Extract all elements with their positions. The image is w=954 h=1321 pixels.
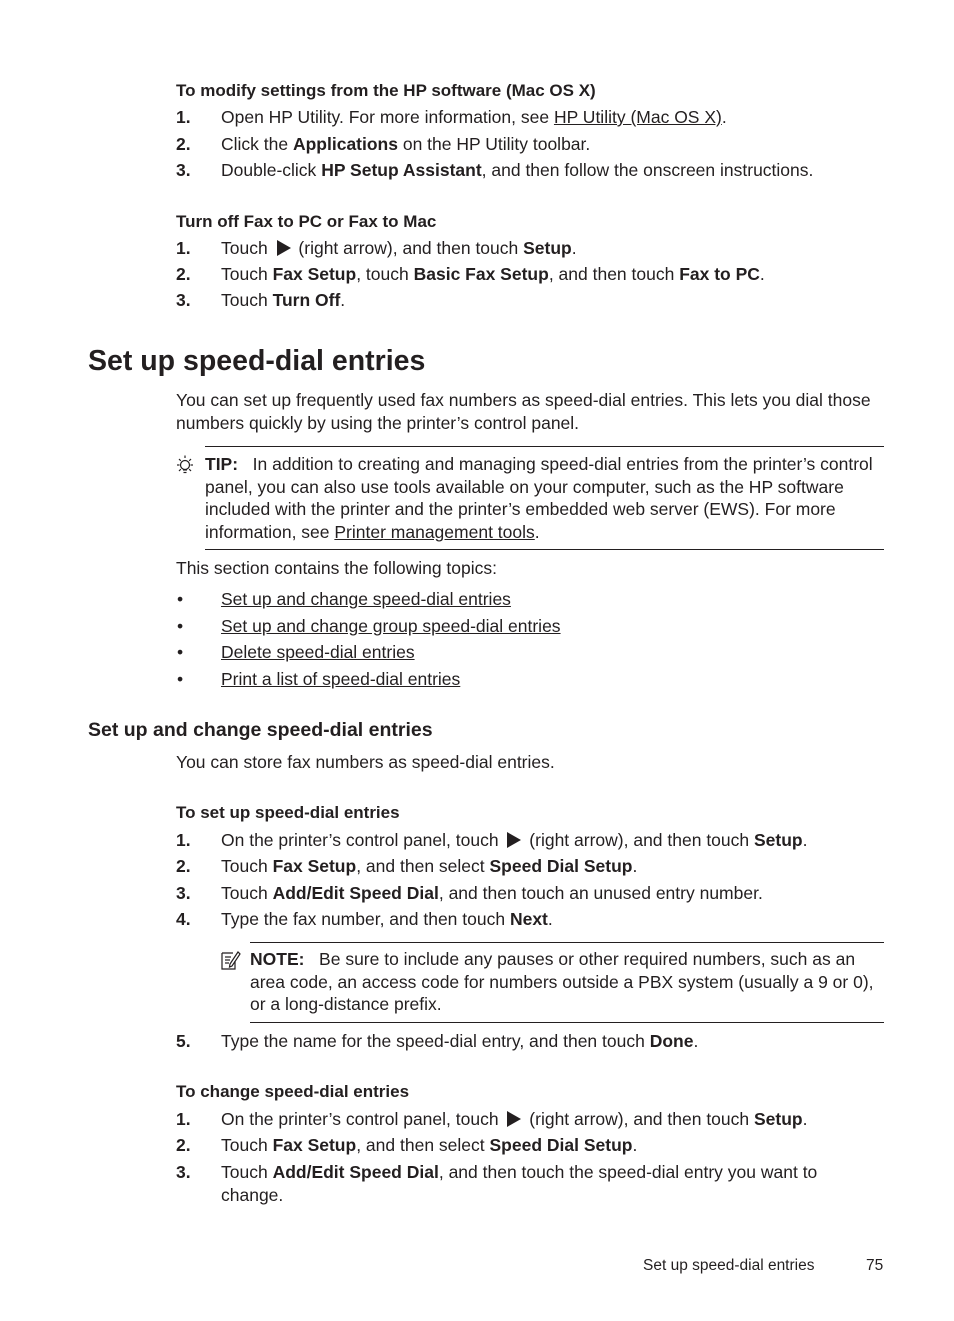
step-bold: Done — [649, 1031, 694, 1051]
fax-off-heading: Turn off Fax to PC or Fax to Mac — [176, 212, 437, 231]
step-bold: Setup — [754, 830, 803, 850]
step-number: 2. — [176, 856, 191, 876]
setup-step-2 — [221, 855, 637, 878]
step-text: . — [802, 1109, 808, 1129]
setup-step-1 — [221, 829, 808, 852]
step-text: . — [802, 830, 808, 850]
setup-procedure-heading: To set up speed-dial entries — [176, 803, 400, 822]
change-step-2 — [221, 1134, 637, 1157]
step-text: . — [571, 238, 577, 258]
step-bold: Speed Dial Setup — [489, 1135, 633, 1155]
topic-link-print-list[interactable]: Print a list of speed-dial entries — [221, 669, 461, 689]
printer-management-tools-link[interactable]: Printer management tools — [334, 521, 535, 542]
fax-off-step-3 — [221, 289, 345, 312]
step-text: . — [632, 856, 638, 876]
page-title: Set up speed-dial entries — [88, 345, 426, 377]
step-number: 2. — [176, 264, 191, 284]
right-arrow-icon — [507, 1111, 521, 1127]
fax-off-step-1 — [221, 237, 577, 260]
step-bold: Fax Setup — [272, 264, 357, 284]
note-body: Be sure to include any pauses or other required numbers, such as an area code, an access code for numbers outside a PBX system (usually a 9 or 0), or a long-distance prefix. — [250, 949, 874, 1014]
step-text: Touch — [221, 264, 273, 284]
step-text: , and then touch an unused entry number. — [438, 883, 763, 903]
tip-top-rule — [205, 446, 884, 447]
step-number: 3. — [176, 883, 191, 903]
step-text: , and then follow the onscreen instructions. — [481, 160, 814, 180]
step-number: 1. — [176, 1109, 191, 1129]
bullet: • — [177, 616, 184, 636]
step-number: 1. — [176, 107, 191, 127]
step-text: Touch — [221, 883, 273, 903]
mac-settings-heading: To modify settings from the HP software (Mac OS X) — [176, 81, 596, 100]
note-top-rule — [250, 942, 884, 943]
tip-period: . — [534, 521, 540, 542]
step-number: 3. — [176, 290, 191, 310]
step-text: . — [632, 1135, 638, 1155]
tip-body: In addition to creating and managing speed-dial entries from the printer’s control panel, you can also use tools available on your computer, such as the HP software included with the printer and the printer’s embedded web server (EWS). For more information, see — [205, 454, 873, 542]
tip-label: TIP: — [205, 454, 239, 474]
step-bold: Fax to PC — [679, 264, 760, 284]
tip-text — [205, 453, 885, 543]
mac-step-1 — [221, 106, 727, 129]
fax-off-step-2 — [221, 263, 765, 286]
bullet: • — [177, 642, 184, 662]
setup-step-5 — [221, 1030, 698, 1053]
note-bottom-rule — [250, 1022, 884, 1023]
bullet: • — [177, 669, 184, 689]
mac-step-2 — [221, 133, 590, 156]
step-text: On the printer’s control panel, touch — [221, 830, 504, 850]
setup-step-3 — [221, 882, 763, 905]
step-text: On the printer’s control panel, touch — [221, 1109, 504, 1129]
step-text: (right arrow), and then touch — [293, 238, 524, 258]
topic-link-group[interactable]: Set up and change group speed-dial entries — [221, 616, 561, 636]
topics-intro: This section contains the following topics: — [176, 558, 497, 578]
step-bold: Speed Dial Setup — [489, 856, 633, 876]
bullet: • — [177, 589, 184, 609]
step-number: 3. — [176, 160, 191, 180]
step-text: Type the name for the speed-dial entry, and then touch — [221, 1031, 650, 1051]
step-number: 3. — [176, 1162, 191, 1182]
change-procedure-heading: To change speed-dial entries — [176, 1082, 410, 1101]
step-bold: Fax Setup — [272, 856, 357, 876]
step-bold: Basic Fax Setup — [413, 264, 549, 284]
step-bold: Setup — [754, 1109, 803, 1129]
step-bold: Add/Edit Speed Dial — [272, 883, 439, 903]
step-bold: HP Setup Assistant — [321, 160, 482, 180]
step-number: 5. — [176, 1031, 191, 1051]
step-text: Touch — [221, 1135, 273, 1155]
change-step-1 — [221, 1108, 808, 1131]
step-number: 1. — [176, 830, 191, 850]
step-text: Open HP Utility. For more information, see — [221, 107, 554, 127]
section-intro: You can store fax numbers as speed-dial entries. — [176, 752, 555, 772]
step-text: , and then touch — [548, 264, 680, 284]
tip-bottom-rule — [205, 549, 884, 550]
step-text: Touch — [221, 238, 273, 258]
footer-section-title: Set up speed-dial entries — [643, 1257, 815, 1274]
right-arrow-icon — [277, 240, 291, 256]
step-text: Click the — [221, 134, 293, 154]
step-bold: Applications — [292, 134, 398, 154]
change-step-3 — [221, 1161, 881, 1206]
mac-step-3 — [221, 159, 813, 182]
page-number: 75 — [866, 1257, 884, 1274]
right-arrow-icon — [507, 832, 521, 848]
topic-link-delete[interactable]: Delete speed-dial entries — [221, 642, 415, 662]
topic-link-setup-change[interactable]: Set up and change speed-dial entries — [221, 589, 511, 609]
intro-paragraph: You can set up frequently used fax numbers as speed-dial entries. This lets you dial those numbers quickly by using the printer’s control panel. — [176, 390, 871, 433]
step-bold: Turn Off — [272, 290, 341, 310]
step-text: Touch — [221, 1162, 273, 1182]
step-text: Type the fax number, and then touch — [221, 909, 510, 929]
note-icon — [218, 948, 242, 972]
lightbulb-icon — [174, 454, 196, 478]
step-number: 4. — [176, 909, 191, 929]
setup-step-4 — [221, 908, 553, 931]
hp-utility-link[interactable]: HP Utility (Mac OS X) — [553, 107, 722, 127]
step-text: on the HP Utility toolbar. — [397, 134, 591, 154]
note-label: NOTE: — [250, 949, 305, 969]
step-text: , and then select — [356, 1135, 490, 1155]
step-text: . — [340, 290, 346, 310]
step-text: Double-click — [221, 160, 322, 180]
note-text — [250, 948, 886, 1016]
step-bold: Fax Setup — [272, 1135, 357, 1155]
step-text: . — [721, 107, 727, 127]
step-text: . — [693, 1031, 699, 1051]
section-heading: Set up and change speed-dial entries — [88, 719, 433, 741]
step-text: , and then touch the speed-dial entry you want to change. — [221, 1162, 818, 1205]
step-number: 2. — [176, 134, 191, 154]
step-text: . — [547, 909, 553, 929]
step-bold: Add/Edit Speed Dial — [272, 1162, 439, 1182]
step-number: 2. — [176, 1135, 191, 1155]
step-text: (right arrow), and then touch — [524, 1109, 754, 1129]
step-bold: Setup — [523, 238, 572, 258]
step-number: 1. — [176, 238, 191, 258]
step-text: , touch — [356, 264, 414, 284]
step-bold: Next — [509, 909, 548, 929]
step-text: , and then select — [356, 856, 490, 876]
step-text: Touch — [221, 290, 273, 310]
step-text: Touch — [221, 856, 273, 876]
step-text: (right arrow), and then touch — [524, 830, 754, 850]
step-text: . — [759, 264, 765, 284]
